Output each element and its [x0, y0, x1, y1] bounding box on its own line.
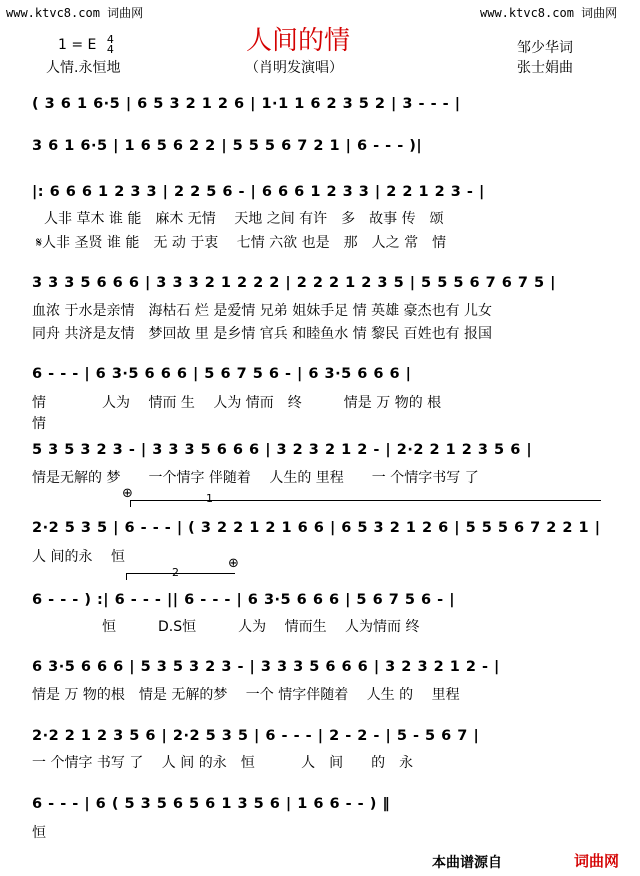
time-signature: [107, 35, 114, 55]
lyrics-row-11: 恒: [32, 825, 46, 841]
site-url-right[interactable]: www.ktvc8.com 词曲网: [480, 6, 618, 20]
score-row-10: 2·2 2 1 2 3 5 6 | 2·2 5 3 5 | 6 - - - | 2 - 2 - | 5 - 5 6 7 |: [32, 728, 480, 744]
lyrics-row-6: 情是无解的 梦 一个情字 伴随着 人生的 里程 一 个情字书写 了: [32, 470, 479, 486]
volta-1-label: 1: [206, 492, 213, 505]
score-row-9: 6 3·5 6 6 6 | 5 3 5 3 2 3 - | 3 3 3 5 6 6 6 | 3 2 3 2 1 2 - |: [32, 659, 500, 675]
score-row-4: 3 3 3 5 6 6 6 | 3 3 3 2 1 2 2 2 | 2 2 2 1 2 3 5 | 5 5 5 6 7 6 7 5 |: [32, 275, 556, 291]
composer: 张士娟曲: [517, 60, 573, 76]
score-row-11: 6 - - - | 6 ( 5 3 5 6 5 6 1 3 5 6 | 1 6 6 - - ) ‖: [32, 796, 391, 812]
lyrics-row-7: 人 间的永 恒: [32, 549, 125, 565]
lyrics-row-5-verse-1: 情 人为 情而 生 人为 情而 终 情是 万 物的 根: [32, 395, 442, 411]
score-row-8: 6 - - - ) :| 6 - - - || 6 - - - | 6 3·5 6 6 6 | 5 6 7 5 6 - |: [32, 592, 455, 608]
lyrics-row-3-verse-1: 人非 草木 谁 能 麻木 无情 天地 之间 有许 多 故事 传 颂: [44, 211, 444, 227]
volta-bracket-2: [126, 573, 235, 580]
source-label: 本曲谱源自: [432, 855, 502, 871]
lyrics-row-9: 情是 万 物的根 情是 无解的梦 一个 情字伴随着 人生 的 里程: [32, 687, 460, 703]
lyrics-row-5-verse-2: 情: [32, 416, 46, 432]
score-row-1: ( 3 6 1 6·5 | 6 5 3 2 1 2 6 | 1·1 1 6 2 3 5 2 | 3 - - - |: [32, 96, 461, 112]
performer: （肖明发演唱）: [245, 60, 343, 76]
key-label: 1 = E: [58, 37, 97, 53]
score-row-5: 6 - - - | 6 3·5 6 6 6 | 5 6 7 5 6 - | 6 3·5 6 6 6 |: [32, 366, 412, 382]
score-row-3: |: 6 6 6 1 2 3 3 | 2 2 5 6 - | 6 6 6 1 2 3 3 | 2 2 1 2 3 - |: [32, 184, 485, 200]
coda-sign-1: ⊕: [122, 486, 133, 501]
key-signature: [58, 35, 114, 55]
lyrics-row-8: 恒 D.S恒 人为 情而生 人为情而 终: [32, 619, 420, 635]
lyrics-row-3-verse-2: 𝄋人非 圣贤 谁 能 无 动 于衷 七情 六欲 也是 那 人之 常 情: [36, 235, 447, 251]
lyrics-row-4-verse-1: 血浓 于水是亲情 海枯石 烂 是爱情 兄弟 姐妹手足 情 英雄 豪杰也有 儿女: [32, 303, 493, 319]
lyricist: 邹少华词: [517, 40, 573, 56]
score-row-6: 5 3 5 3 2 3 - | 3 3 3 5 6 6 6 | 3 2 3 2 1 2 - | 2·2 2 1 2 3 5 6 |: [32, 442, 533, 458]
volta-2-label: 2: [172, 566, 179, 579]
subtitle: 人情.永恒地: [46, 60, 121, 76]
score-row-2: 3 6 1 6·5 | 1 6 5 6 2 2 | 5 5 5 6 7 2 1 | 6 - - - )|: [32, 138, 423, 154]
brand-logo[interactable]: 词曲网: [574, 852, 620, 870]
time-top: 4: [106, 33, 114, 46]
lyrics-row-10: 一 个情字 书写 了 人 间 的永 恒 人 间 的 永: [32, 755, 414, 771]
song-title: 人间的情: [246, 26, 351, 56]
coda-sign-2: ⊕: [228, 556, 239, 571]
volta-bracket-1: [130, 500, 601, 507]
time-bottom: 4: [106, 43, 114, 56]
lyrics-row-4-verse-2: 同舟 共济是友情 梦回故 里 是乡情 官兵 和睦鱼水 情 黎民 百姓也有 报国: [32, 326, 493, 342]
site-url-left[interactable]: www.ktvc8.com 词曲网: [6, 6, 144, 20]
score-row-7: 2·2 5 3 5 | 6 - - - | ( 3 2 2 1 2 1 6 6 | 6 5 3 2 1 2 6 | 5 5 5 6 7 2 2 1 |: [32, 520, 601, 536]
